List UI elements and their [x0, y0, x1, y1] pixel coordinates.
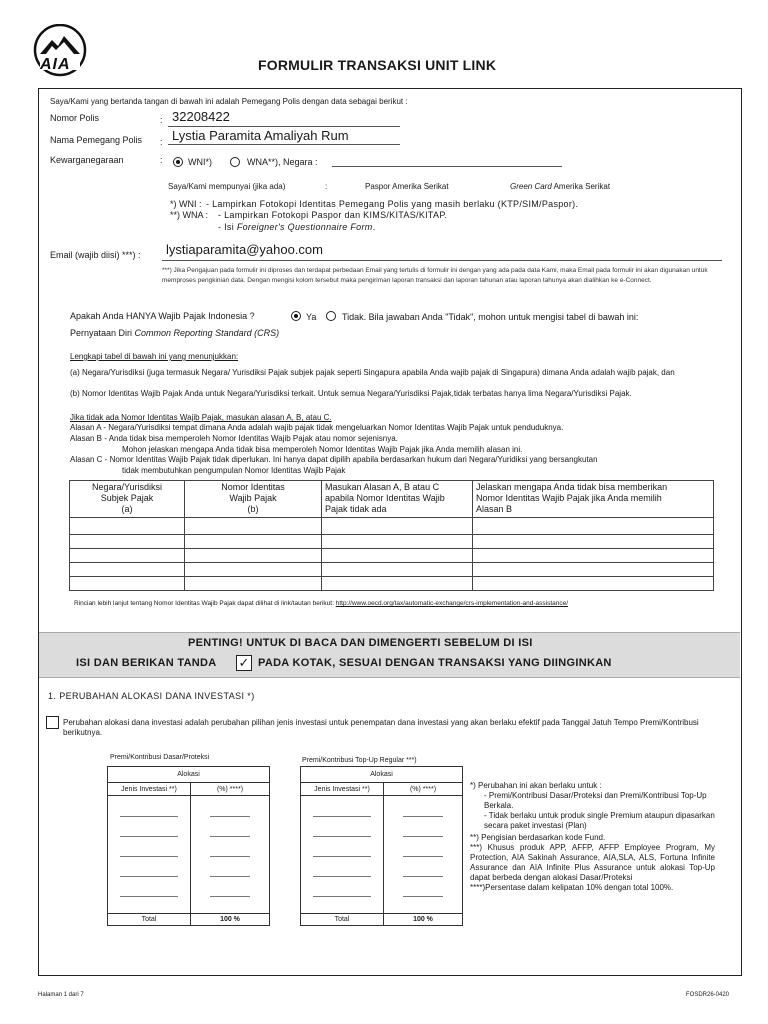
tin-cell[interactable]: [473, 563, 714, 577]
policy-number-field[interactable]: 32208422: [172, 109, 230, 124]
have-label: Saya/Kami mempunyai (jika ada): [168, 182, 286, 191]
no-tin-title: Jika tidak ada Nomor Identitas Wajib Pajak, masukan alasan A, B, atau C.: [70, 413, 332, 422]
tin-h-explain-3: Alasan B: [476, 504, 513, 514]
wna-radio[interactable]: [230, 157, 240, 167]
tin-cell[interactable]: [70, 563, 185, 577]
tin-row[interactable]: [70, 535, 714, 549]
tin-h-country-1: Negara/Yurisdiksi: [91, 482, 163, 492]
crs-title: [70, 328, 279, 339]
note-2: - Tidak berlaku untuk produk single Premium ataupun dipasarkan secara paket investasi (Plan): [484, 811, 715, 830]
tin-cell[interactable]: [473, 535, 714, 549]
tin-cell[interactable]: [473, 549, 714, 563]
note-0: *) Perubahan ini akan berlaku untuk :: [470, 781, 602, 790]
section1-checkbox[interactable]: [46, 716, 59, 729]
note-5: ****)Persentase dalam kelipatan 10% dengan total 100%.: [470, 883, 674, 892]
policy-number-colon: :: [160, 115, 163, 125]
tax-ya-radio[interactable]: [291, 311, 301, 321]
tin-row[interactable]: [70, 518, 714, 535]
tin-h-number-1: Nomor Identitas: [221, 482, 285, 492]
tin-h-country-3: (a): [121, 504, 133, 514]
policy-number-label: Nomor Polis: [50, 113, 100, 123]
tin-h-reason-2: apabila Nomor Identitas Wajib: [325, 493, 445, 503]
alloc2-header: Alokasi: [301, 767, 463, 783]
wni-label: WNI*): [188, 157, 212, 167]
tin-cell[interactable]: [322, 563, 473, 577]
wna-country-field[interactable]: [332, 166, 562, 167]
tin-link-prefix: Rincian lebih lanjut tentang Nomor Identitas Wajib Pajak dapat dilihat di link/tautan berikut:: [74, 600, 336, 607]
greencard-rest: Amerika Serikat: [551, 182, 611, 191]
email-label: Email (wajib diisi) ***) :: [50, 250, 141, 260]
note-wna-text2-suffix: .: [372, 222, 376, 232]
table2-title: Premi/Kontribusi Top-Up Regular ***): [302, 757, 417, 764]
tin-cell[interactable]: [185, 535, 322, 549]
alloc1-col-pct: (%) ****): [191, 783, 270, 796]
tin-h-explain-2: Nomor Identitas Wajib Pajak jika Anda memilih: [476, 493, 662, 503]
alloc-table-basic: [107, 766, 270, 926]
section1-notes: [470, 781, 715, 893]
wni-radio[interactable]: [173, 157, 183, 167]
alloc1-total-label: Total: [108, 914, 191, 926]
alloc1-total-value: 100 %: [191, 914, 270, 926]
section1-title: 1. PERUBAHAN ALOKASI DANA INVESTASI *): [48, 691, 255, 701]
tin-cell[interactable]: [322, 518, 473, 535]
alloc1-jenis-cell[interactable]: [108, 796, 191, 914]
tin-link[interactable]: http://www.oecd.org/tax/automatic-exchange/crs-implementation-and-assistance/: [335, 600, 569, 607]
note-wni-text: - Lampirkan Fotokopi Identitas Pemegang Polis yang masih berlaku (KTP/SIM/Paspor).: [206, 199, 579, 209]
alasan-c: Alasan C - Nomor Identitas Wajib Pajak tidak diperlukan. Ini hanya dapat dipilih apabila berdasarkan hukum dari Negara/Yuridiksi yang bersangkutan: [70, 455, 598, 464]
note-1: - Premi/Kontribusi Dasar/Proteksi dan Premi/Kontribusi Top-Up Berkala.: [484, 791, 707, 810]
aia-logo: [30, 24, 90, 78]
tin-header-number: [185, 481, 322, 518]
alloc2-total-label: Total: [301, 914, 384, 926]
tin-cell[interactable]: [70, 535, 185, 549]
alloc2-col-pct: (%) ****): [384, 783, 463, 796]
tin-cell[interactable]: [322, 577, 473, 591]
section1-desc: Perubahan alokasi dana investasi adalah perubahan pilihan jenis investasi untuk penempatan dana investasi yang akan berlaku efektif pada Tanggal Jatuh Tempo Premi/Kontribusi berikutnya.: [63, 718, 699, 737]
tin-cell[interactable]: [322, 549, 473, 563]
tin-cell[interactable]: [473, 577, 714, 591]
passport-us-label: Paspor Amerika Serikat: [365, 182, 449, 191]
tin-row[interactable]: [70, 577, 714, 591]
check-box-icon: [236, 655, 252, 671]
greencard-us-label: [510, 182, 610, 192]
holder-name-underline: [168, 144, 400, 145]
note-wna-text2-prefix: - Isi: [218, 222, 237, 232]
tin-cell[interactable]: [322, 535, 473, 549]
note-wna-prefix: **) WNA :: [170, 210, 209, 220]
banner-line1: PENTING! UNTUK DI BACA DAN DIMENGERTI SEBELUM DI ISI: [188, 637, 533, 649]
note-4: ***) Khusus produk APP, AFFP, AFFP Employee Program, My Protection, AIA Sakinah Assurance, AIA,SLA, ALS, Fortuna Infinite Assurance dan AIA Infinite Plus Assurance untuk alokasi Top-Up dapat berbeda dengan alokasi Dasar/Proteksi: [470, 843, 715, 882]
alloc2-total-value: 100 %: [384, 914, 463, 926]
email-underline: [162, 260, 722, 261]
tin-table: [69, 480, 714, 591]
note-wna-text2: [218, 222, 375, 233]
footer-code: FOSDR26-0420: [686, 992, 730, 998]
note-wna-text1: - Lampirkan Fotokopi Paspor dan KIMS/KITAS/KITAP.: [218, 210, 448, 220]
banner-line2b: PADA KOTAK, SESUAI DENGAN TRANSAKSI YANG DIINGINKAN: [258, 657, 612, 669]
tin-header-reason: [322, 481, 473, 518]
tin-header-country: [70, 481, 185, 518]
alasan-c2: tidak membutuhkan pengumpulan Nomor Identitas Wajib Pajak: [122, 466, 346, 475]
footer-page: Halaman 1 dari 7: [38, 992, 84, 998]
intro-text: Saya/Kami yang bertanda tangan di bawah ini adalah Pemegang Polis dengan data sebagai berikut :: [50, 97, 408, 106]
tin-link-line: [74, 599, 568, 608]
tin-row[interactable]: [70, 549, 714, 563]
tin-h-country-2: Subjek Pajak: [100, 493, 154, 503]
alloc1-pct-cell[interactable]: [191, 796, 270, 914]
alloc1-col-jenis: Jenis Investasi **): [108, 783, 191, 796]
table-instruction: Lengkapi tabel di bawah ini yang menunjukkan:: [70, 352, 239, 361]
holder-name-field[interactable]: Lystia Paramita Amaliyah Rum: [172, 128, 349, 143]
form-title: FORMULIR TRANSAKSI UNIT LINK: [258, 57, 497, 73]
tax-item-a: (a) Negara/Yurisdiksi (juga termasuk Negara/ Yurisdiksi Pajak subjek pajak seperti Singapura apabila Anda wajib pajak di Singapura) dimana Anda adalah wajib pajak, dan: [70, 368, 675, 377]
holder-label: Nama Pemegang Polis: [50, 135, 143, 145]
tin-header-explain: [473, 481, 714, 518]
wna-label: WNA**), Negara :: [247, 157, 318, 167]
check-mark-icon: ✓: [238, 655, 250, 670]
tax-ya-label: Ya: [306, 312, 317, 322]
tax-item-b: (b) Nomor Identitas Wajib Pajak Anda untuk Negara/Yurisdiksi terkait. Untuk semua Negara/Yurisdiksi Pajak,tidak terbatas hanya lima Negara/Yurisdiksi Pajak.: [70, 389, 632, 398]
alloc2-jenis-cell[interactable]: [301, 796, 384, 914]
crs-prefix: Pernyataan Diri: [70, 328, 135, 338]
note-wna-text2-italic: Foreigner's Questionnaire Form: [236, 222, 373, 232]
alloc-table-topup: [300, 766, 463, 926]
tax-question: Apakah Anda HANYA Wajib Pajak Indonesia ?: [70, 311, 255, 321]
tin-h-number-3: (b): [247, 504, 259, 514]
banner-line2a: ISI DAN BERIKAN TANDA: [76, 657, 217, 669]
tin-cell[interactable]: [185, 577, 322, 591]
tin-cell[interactable]: [473, 518, 714, 535]
tax-tidak-radio[interactable]: [326, 311, 336, 321]
tin-h-number-2: Wajib Pajak: [229, 493, 277, 503]
crs-italic: Common Reporting Standard (CRS): [134, 328, 280, 338]
tin-cell[interactable]: [185, 549, 322, 563]
policy-number-underline: [168, 126, 400, 127]
tin-cell[interactable]: [185, 518, 322, 535]
tin-cell[interactable]: [70, 577, 185, 591]
tin-h-explain-1: Jelaskan mengapa Anda tidak bisa memberikan: [476, 482, 668, 492]
tax-tidak-label: Tidak. Bila jawaban Anda "Tidak", mohon untuk mengisi tabel di bawah ini:: [342, 312, 639, 322]
holder-colon: :: [160, 137, 163, 147]
alasan-b: Alasan B - Anda tidak bisa memperoleh Nomor Identitas Wajib Pajak atau nomor sejenisnya.: [70, 434, 398, 443]
nationality-label: Kewarganegaraan: [50, 155, 124, 165]
table1-title: Premi/Kontribusi Dasar/Proteksi: [110, 754, 210, 761]
logo-text: AIA: [40, 56, 71, 73]
note-wni-prefix: *) WNI :: [170, 199, 202, 209]
tin-cell[interactable]: [70, 549, 185, 563]
greencard-italic: Green Card: [510, 182, 552, 191]
tin-h-reason-1: Masukan Alasan A, B atau C: [325, 482, 440, 492]
alasan-a: Alasan A - Negara/Yurisdiksi tempat dimana Anda adalah wajib pajak tidak mengeluarkan Nomor Identitas Wajib Pajak untuk penduduknya.: [70, 423, 564, 432]
nationality-colon: :: [160, 155, 163, 165]
tin-h-reason-3: Pajak tidak ada: [325, 504, 387, 514]
alasan-b2: Mohon jelaskan mengapa Anda tidak bisa memperoleh Nomor Identitas Wajib Pajak jika Anda memilih alasan ini.: [122, 445, 523, 454]
email-field[interactable]: lystiaparamita@yahoo.com: [166, 242, 323, 257]
tin-cell[interactable]: [70, 518, 185, 535]
alloc1-header: Alokasi: [108, 767, 270, 783]
tin-row[interactable]: [70, 563, 714, 577]
tin-cell[interactable]: [185, 563, 322, 577]
alloc2-col-jenis: Jenis Investasi **): [301, 783, 384, 796]
note-3: **) Pengisian berdasarkan kode Fund.: [470, 833, 606, 842]
have-colon: :: [325, 182, 328, 191]
email-note: ***) Jika Pengajuan pada formulir ini diproses dan terdapat perbedaan Email yang tertulis di formulir ini dengan yang ada pada data Kami, maka Email pada formulir ini akan digunakan untuk memproses pengkinian data. Dengan mengisi kolom tersebut maka pengiriman laporan transaksi dan laporan tahunan atau laporan tahunya akan dialihkan ke e-Connect.: [162, 267, 708, 284]
alloc2-pct-cell[interactable]: [384, 796, 463, 914]
